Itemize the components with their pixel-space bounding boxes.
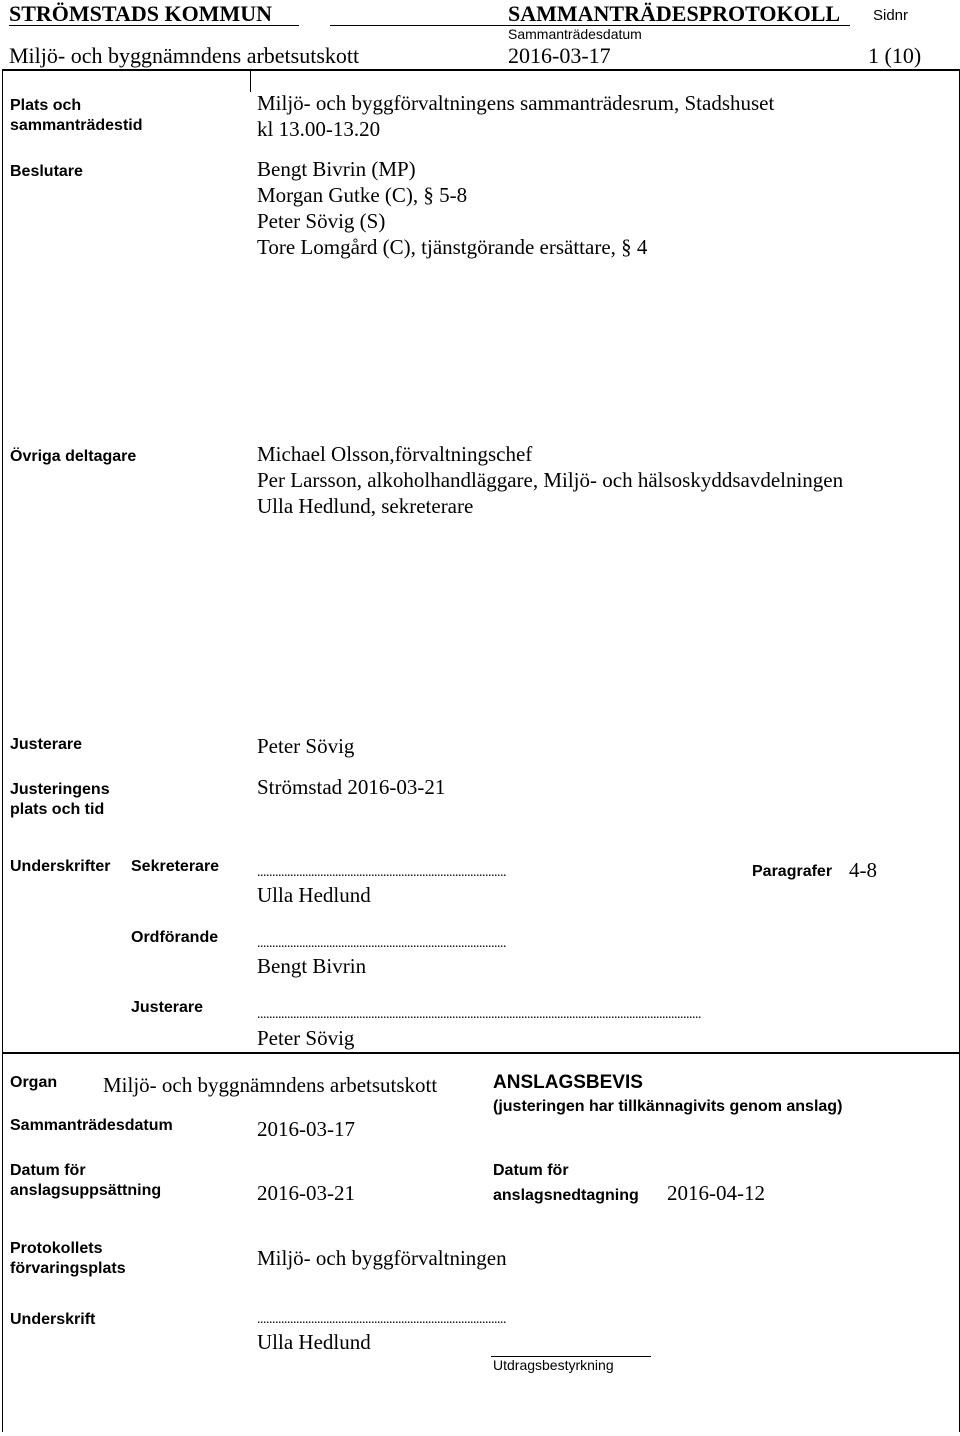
frame-top-border xyxy=(2,69,960,71)
notice-meeting-date: 2016-03-17 xyxy=(257,1117,355,1141)
municipality-name: STRÖMSTADS KOMMUN xyxy=(9,1,272,26)
storage-label xyxy=(10,1239,126,1279)
signature-adjuster-label: Justerare xyxy=(131,999,204,1016)
notice-signature-label: Underskrift xyxy=(10,1311,96,1328)
chair-signature-line: ................................................................................... xyxy=(257,937,506,951)
place-label-line1: Plats och xyxy=(10,97,82,114)
adjustment-label-line2: plats och tid xyxy=(10,801,105,818)
posted-date: 2016-03-21 xyxy=(257,1181,355,1205)
other-participant-2: Per Larsson, alkoholhandläggare, Miljö- och hälsoskyddsavdelningen xyxy=(257,468,844,492)
page-number-label: Sidnr xyxy=(873,7,909,24)
notice-divider xyxy=(2,1052,959,1054)
decision-maker-2: Morgan Gutke (C), § 5-8 xyxy=(257,183,468,207)
label-column-tick xyxy=(250,70,251,92)
place-label-line2: sammanträdestid xyxy=(10,117,143,134)
paragraphs-label: Paragrafer xyxy=(752,863,833,880)
other-participants-label: Övriga deltagare xyxy=(10,448,137,465)
other-participants-list xyxy=(257,441,843,519)
notice-title: ANSLAGSBEVIS xyxy=(493,1072,643,1093)
storage-value: Miljö- och byggförvaltningen xyxy=(257,1246,507,1270)
adjustment-place-time: Strömstad 2016-03-21 xyxy=(257,775,446,799)
notice-meeting-date-label: Sammanträdesdatum xyxy=(10,1117,173,1134)
removed-date-label xyxy=(493,1161,639,1206)
place-line2: kl 13.00-13.20 xyxy=(257,117,381,141)
posted-date-label-line2: anslagsuppsättning xyxy=(10,1182,162,1199)
adjuster-signature-name: Peter Sövig xyxy=(257,1026,355,1050)
adjustment-label-line1: Justeringens xyxy=(10,781,110,798)
posted-date-label xyxy=(10,1161,161,1201)
decision-makers-label: Beslutare xyxy=(10,163,83,180)
other-participant-3: Ulla Hedlund, sekreterare xyxy=(257,494,474,518)
chair-name: Bengt Bivrin xyxy=(257,954,367,978)
decision-maker-3: Peter Sövig (S) xyxy=(257,209,386,233)
signatures-label: Underskrifter xyxy=(10,858,111,875)
place-label xyxy=(10,96,143,136)
place-value xyxy=(257,90,774,142)
storage-label-line2: förvaringsplats xyxy=(10,1260,126,1277)
page-number: 1 (10) xyxy=(868,43,922,68)
adjustment-label xyxy=(10,780,110,820)
frame-left-border xyxy=(2,70,3,1432)
meeting-date-label: Sammanträdesdatum xyxy=(508,26,642,42)
notice-signature-name: Ulla Hedlund xyxy=(257,1330,371,1354)
header-underline xyxy=(9,25,299,26)
organ-label: Organ xyxy=(10,1074,58,1091)
decision-maker-1: Bengt Bivrin (MP) xyxy=(257,157,416,181)
notice-subtitle: (justeringen har tillkännagivits genom anslag) xyxy=(493,1098,843,1115)
posted-date-label-line1: Datum för xyxy=(10,1162,86,1179)
decision-maker-4: Tore Lomgård (C), tjänstgörande ersättare, § 4 xyxy=(257,235,648,259)
secretary-signature-line: ................................................................................... xyxy=(257,866,506,880)
document-type: SAMMANTRÄDESPROTOKOLL xyxy=(508,1,841,26)
storage-label-line1: Protokollets xyxy=(10,1240,103,1257)
removed-date-label-line2: anslagsnedtagning xyxy=(493,1187,639,1204)
place-line1: Miljö- och byggförvaltningens sammanträdesrum, Stadshuset xyxy=(257,91,775,115)
decision-makers-list xyxy=(257,156,647,260)
chair-label: Ordförande xyxy=(131,929,219,946)
adjuster-label: Justerare xyxy=(10,736,83,753)
removed-date: 2016-04-12 xyxy=(667,1181,765,1205)
header-date: 2016-03-17 xyxy=(508,43,611,68)
adjuster-signature-line: .................................................................................................................................................... xyxy=(257,1008,701,1022)
adjuster-name: Peter Sövig xyxy=(257,734,355,758)
certification-label: Utdragsbestyrkning xyxy=(493,1357,614,1373)
removed-date-label-line1: Datum för xyxy=(493,1162,569,1179)
committee-name: Miljö- och byggnämndens arbetsutskott xyxy=(9,43,360,68)
secretary-name: Ulla Hedlund xyxy=(257,883,371,907)
notice-signature-line: ................................................................................... xyxy=(257,1313,506,1327)
secretary-label: Sekreterare xyxy=(131,858,220,875)
paragraphs-value: 4-8 xyxy=(849,858,877,882)
other-participant-1: Michael Olsson,förvaltningschef xyxy=(257,442,533,466)
organ-value: Miljö- och byggnämndens arbetsutskott xyxy=(103,1073,438,1097)
